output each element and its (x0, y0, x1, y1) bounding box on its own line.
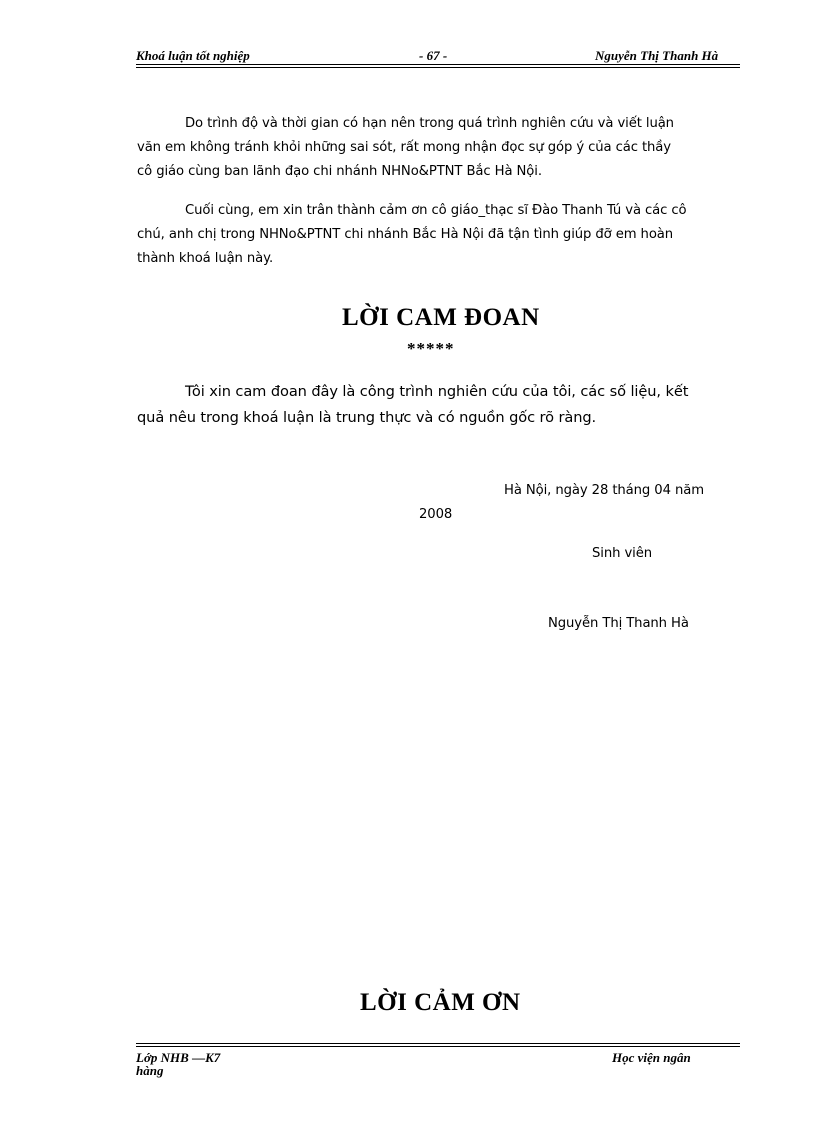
commitment-line1: Tôi xin cam đoan đây là công trình nghiên cứu của tôi, các số liệu, kết (185, 383, 689, 400)
thanks-title: LỜI CẢM ƠN (360, 989, 521, 1012)
paragraph1-line3: cô giáo cùng ban lãnh đạo chi nhánh NHNo&PTNT Bắc Hà Nội. (137, 164, 542, 179)
footer-class-line2: hàng (136, 1063, 164, 1078)
header-left-title: Khoá luận tốt nghiệp (136, 48, 250, 63)
header-rule-top (136, 64, 740, 65)
thanks-title-clip (340, 984, 540, 1012)
signature-name: Nguyễn Thị Thanh Hà (548, 616, 689, 631)
footer-institution: Học viện ngân (612, 1050, 691, 1065)
paragraph2-line3: thành khoá luận này. (137, 251, 274, 266)
signature-role: Sinh viên (592, 546, 652, 561)
signature-date-line1: Hà Nội, ngày 28 tháng 04 năm (504, 483, 704, 498)
signature-date-line2: 2008 (419, 507, 453, 522)
footer-rule-bottom (136, 1046, 740, 1047)
header-page-number: - 67 - (419, 48, 448, 63)
paragraph1-line1: Do trình độ và thời gian có hạn nên trong quá trình nghiên cứu và viết luận (185, 116, 674, 131)
footer-class-line1: Lớp NHB —K7 (136, 1050, 221, 1065)
commitment-line2: quả nêu trong khoá luận là trung thực và có nguồn gốc rõ ràng. (137, 409, 597, 426)
paragraph1-line2: văn em không tránh khỏi những sai sót, rất mong nhận đọc sự góp ý của các thầy (137, 140, 671, 155)
header-author: Nguyễn Thị Thanh Hà (595, 48, 719, 63)
header-rule-bottom (136, 67, 740, 68)
paragraph2-line2: chú, anh chị trong NHNo&PTNT chi nhánh Bắc Hà Nội đã tận tình giúp đỡ em hoàn (137, 227, 674, 242)
commitment-stars: ***** (407, 339, 455, 358)
paragraph2-line1: Cuối cùng, em xin trân thành cảm ơn cô giáo_thạc sĩ Đào Thanh Tú và các cô (185, 203, 687, 218)
footer-rule-top (136, 1043, 740, 1044)
commitment-title: LỜI CAM ĐOAN (342, 304, 540, 331)
